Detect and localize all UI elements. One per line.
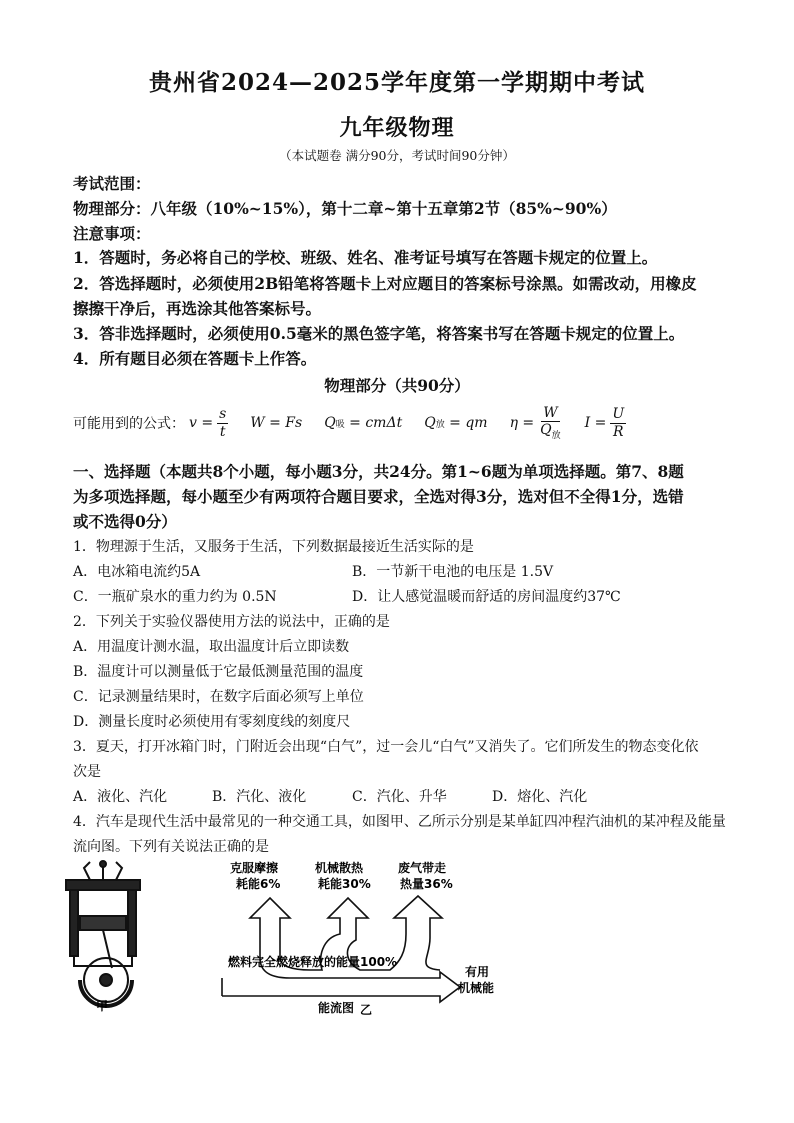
notice-item: 4．所有题目必须在答题卡上作答。	[73, 349, 317, 368]
scope-physics: 物理部分：八年级（10%~15%），第十二章~第十五章第2节（85%~90%）	[73, 199, 617, 218]
loss-label: 废气带走	[398, 861, 447, 875]
formula-heat-absorbed: Q 吸 = cmΔt	[324, 415, 403, 431]
formula-work: W = Fs	[250, 415, 303, 431]
formula-current: I = $\frac{U}{R}$	[584, 406, 625, 440]
energy-chart-title: 能流图	[318, 1001, 355, 1015]
question-stem: 3．夏天，打开冰箱门时，门附近会出现“白气”，过一会儿“白气”又消失了。它们所发生的物态变化依	[73, 739, 699, 755]
formula-label: 可能用到的公式：	[73, 416, 185, 432]
useful-energy-label: 机械能	[458, 981, 495, 995]
formula-heat-fuel: Q 放 = qm	[424, 415, 488, 431]
part1-heading: 一、选择题（本题共8个小题，每小题3分，共24分。第1~6题为单项选择题。第7、8题	[73, 462, 684, 481]
notice-item: 擦擦干净后，再选涂其他答案标号。	[73, 299, 322, 318]
notice-heading: 注意事项：	[73, 224, 151, 243]
question-stem: 1．物理源于生活，又服务于生活，下列数据最接近生活实际的是	[73, 539, 474, 555]
choice-option: A．电冰箱电流约5A	[73, 564, 201, 580]
choice-option: A．液化、汽化	[73, 789, 168, 805]
section-title: 物理部分（共90分）	[324, 376, 470, 395]
loss-label: 克服摩擦	[230, 861, 279, 875]
loss-label: 耗能6%	[236, 877, 281, 891]
choice-option: A．用温度计测水温，取出温度计后立即读数	[73, 639, 350, 655]
choice-option: C．一瓶矿泉水的重力约为 0.5N	[73, 589, 277, 605]
question-stem: 4．汽车是现代生活中最常见的一种交通工具，如图甲、乙所示分别是某单缸四冲程汽油机的某冲程及能量	[73, 814, 726, 830]
notice-item: 3．答非选择题时，必须使用0.5毫米的黑色签字笔，将答案书写在答题卡规定的位置上。	[73, 324, 685, 343]
energy-flow-diagram	[222, 896, 460, 1002]
question-stem: 流向图。下列有关说法正确的是	[73, 839, 269, 855]
formula-efficiency: η = $\frac{W}{Q_放}$	[509, 404, 561, 441]
choice-option: C．汽化、升华	[352, 789, 447, 805]
choice-option: D．测量长度时必须使用有零刻度线的刻度尺	[73, 714, 351, 730]
formula-speed: v = $\frac{s}{t}$	[189, 406, 227, 440]
choice-option: B．温度计可以测量低于它最低测量范围的温度	[73, 664, 364, 680]
question-stem: 次是	[73, 764, 101, 780]
question-stem: 2．下列关于实验仪器使用方法的说法中，正确的是	[73, 614, 390, 630]
exam-note: （本试题卷 满分90分，考试时间90分钟）	[279, 148, 515, 163]
loss-label: 机械散热	[315, 861, 364, 875]
q4-figure	[60, 858, 740, 1018]
notice-item: 2．答选择题时，必须使用2B铅笔将答题卡上对应题目的答案标号涂黑。如需改动，用橡皮	[73, 274, 697, 293]
formula-row	[73, 400, 733, 446]
exam-subtitle: 九年级物理	[339, 115, 455, 141]
loss-label: 热量36%	[400, 877, 453, 891]
notice-item: 1．答题时，务必将自己的学校、班级、姓名、准考证号填写在答题卡规定的位置上。	[73, 248, 658, 267]
choice-option: B．汽化、液化	[212, 789, 307, 805]
energy-input-label: 燃料完全燃烧释放的能量100%	[228, 955, 398, 969]
useful-energy-label: 有用	[465, 965, 490, 979]
choice-option: D．让人感觉温暖而舒适的房间温度约37℃	[352, 589, 621, 605]
engine-diagram-icon	[66, 861, 140, 1006]
choice-option: C．记录测量结果时，在数字后面必须写上单位	[73, 689, 364, 705]
choice-option: B．一节新干电池的电压是 1.5V	[352, 564, 554, 580]
figure-label-yi: 乙	[360, 1003, 373, 1017]
loss-label: 耗能30%	[318, 877, 371, 891]
choice-option: D．熔化、汽化	[492, 789, 588, 805]
part1-heading: 为多项选择题，每小题至少有两项符合题目要求，全选对得3分，选对但不全得1分，选错	[73, 487, 684, 506]
exam-title: 贵州省2024—2025学年度第一学期期中考试	[148, 69, 646, 96]
part1-heading: 或不选得0分）	[73, 512, 177, 531]
figure-label-jia: 甲	[96, 999, 109, 1013]
scope-heading: 考试范围：	[73, 174, 151, 193]
